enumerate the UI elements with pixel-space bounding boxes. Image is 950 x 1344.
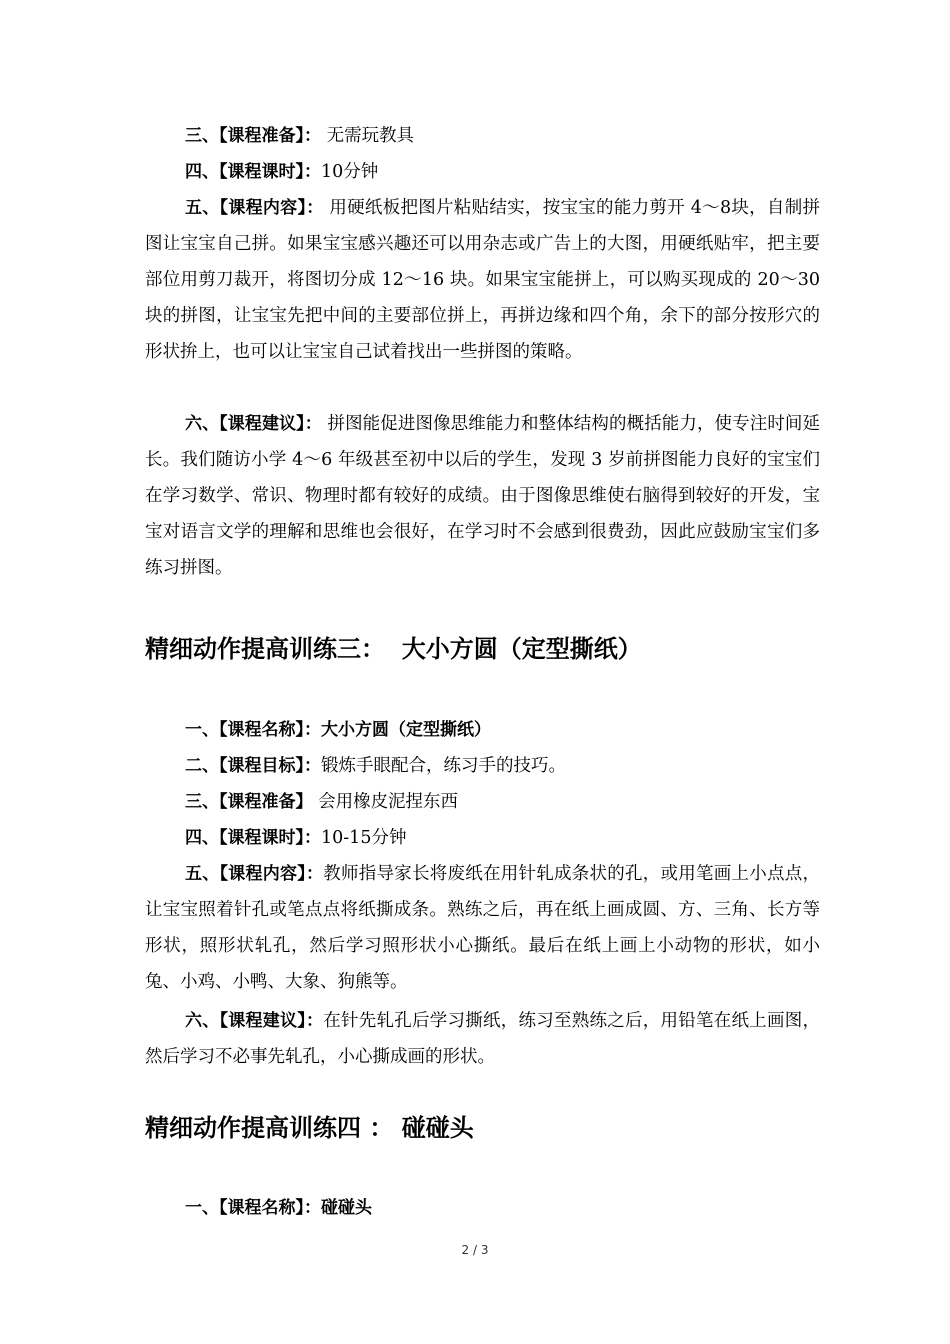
course-suggestion-text: 拼图能促进图像思维能力和整体结构的概括能力，使专注时间延长。我们随访小学 4～6 年级甚至初中以后的学生，发现 3 岁前拼图能力良好的宝宝们在学习数学、常识、物理时都有较好的成绩。由于图像思维使右脑得到较好的开发，宝宝对语言文学的理解和思维也会很好，在学习时不会感到很费劲，因此应鼓励宝宝们多练习拼图。 bbox=[145, 414, 821, 578]
s3-course-suggestion bbox=[145, 1003, 820, 1075]
course-suggestion bbox=[145, 406, 820, 586]
s3-course-preparation-text: 会用橡皮泥捏东西 bbox=[312, 792, 459, 812]
s3-course-preparation bbox=[145, 784, 820, 820]
section-heading-3: 精细动作提高训练三： 大小方圆（定型撕纸） bbox=[145, 635, 642, 663]
s3-course-goal bbox=[145, 748, 820, 784]
s4-course-name-text: 碰碰头 bbox=[321, 1198, 372, 1218]
course-content-label: 五、【课程内容】： bbox=[185, 198, 324, 218]
s4-course-name-label: 一、【课程名称】： bbox=[185, 1198, 321, 1218]
s3-course-preparation-label: 三、【课程准备】 bbox=[185, 792, 313, 812]
course-suggestion-label: 六、【课程建议】： bbox=[185, 414, 322, 434]
s4-course-name bbox=[145, 1190, 820, 1226]
section-heading-4: 精细动作提高训练四 ： 碰碰头 bbox=[145, 1114, 474, 1142]
s3-course-content-text: 教师指导家长将废纸在用针轧成条状的孔，或用笔画上小点点，让宝宝照着针孔或笔点点将纸撕成条。熟练之后，再在纸上画成圆、方、三角、长方等形状，照形状轧孔，然后学习照形状小心撕纸。最后在纸上画上小动物的形状，如小兔、小鸡、小鸭、大象、狗熊等。 bbox=[145, 864, 820, 992]
s3-course-name-label: 一、【课程名称】： bbox=[185, 720, 321, 740]
s3-course-duration-label: 四、【课程课时】： bbox=[185, 828, 321, 848]
s3-course-duration-text: 10-15分钟 bbox=[321, 828, 407, 848]
course-preparation bbox=[145, 118, 820, 154]
s3-course-content bbox=[145, 856, 820, 1000]
course-preparation-label: 三、【课程准备】： bbox=[185, 126, 321, 146]
s3-course-suggestion-label: 六、【课程建议】： bbox=[185, 1011, 324, 1031]
course-content-text: 用硬纸板把图片粘贴结实，按宝宝的能力剪开 4～8块，自制拼图让宝宝自己拼。如果宝宝感兴趣还可以用杂志或广告上的大图，用硬纸贴牢，把主要部位用剪刀裁开，将图切分成 12～16 块。如果宝宝能拼上，可以购买现成的 20～30 块的拼图，让宝宝先把中间的主要部位拼上，再拼边缘和四个角，余下的部分按形穴的形状拚上，也可以让宝宝自己试着找出一些拼图的策略。 bbox=[145, 198, 820, 362]
course-content bbox=[145, 190, 820, 370]
s3-course-suggestion-text: 在针先轧孔后学习撕纸，练习至熟练之后，用铅笔在纸上画图，然后学习不必事先轧孔，小心撕成画的形状。 bbox=[145, 1011, 820, 1067]
s3-course-goal-text: 锻炼手眼配合，练习手的技巧。 bbox=[321, 756, 566, 776]
page-number: 2 / 3 bbox=[461, 1243, 489, 1257]
s3-course-goal-label: 二、【课程目标】： bbox=[185, 756, 321, 776]
s3-course-content-label: 五、【课程内容】： bbox=[185, 864, 324, 884]
s3-course-name-text: 大小方圆（定型撕纸） bbox=[321, 720, 491, 740]
course-duration-text: 10分钟 bbox=[321, 162, 379, 182]
course-duration bbox=[145, 154, 820, 190]
course-duration-label: 四、【课程课时】： bbox=[185, 162, 321, 182]
course-preparation-text: 无需玩教具 bbox=[321, 126, 415, 146]
s3-course-duration bbox=[145, 820, 820, 856]
s3-course-name bbox=[145, 712, 820, 748]
